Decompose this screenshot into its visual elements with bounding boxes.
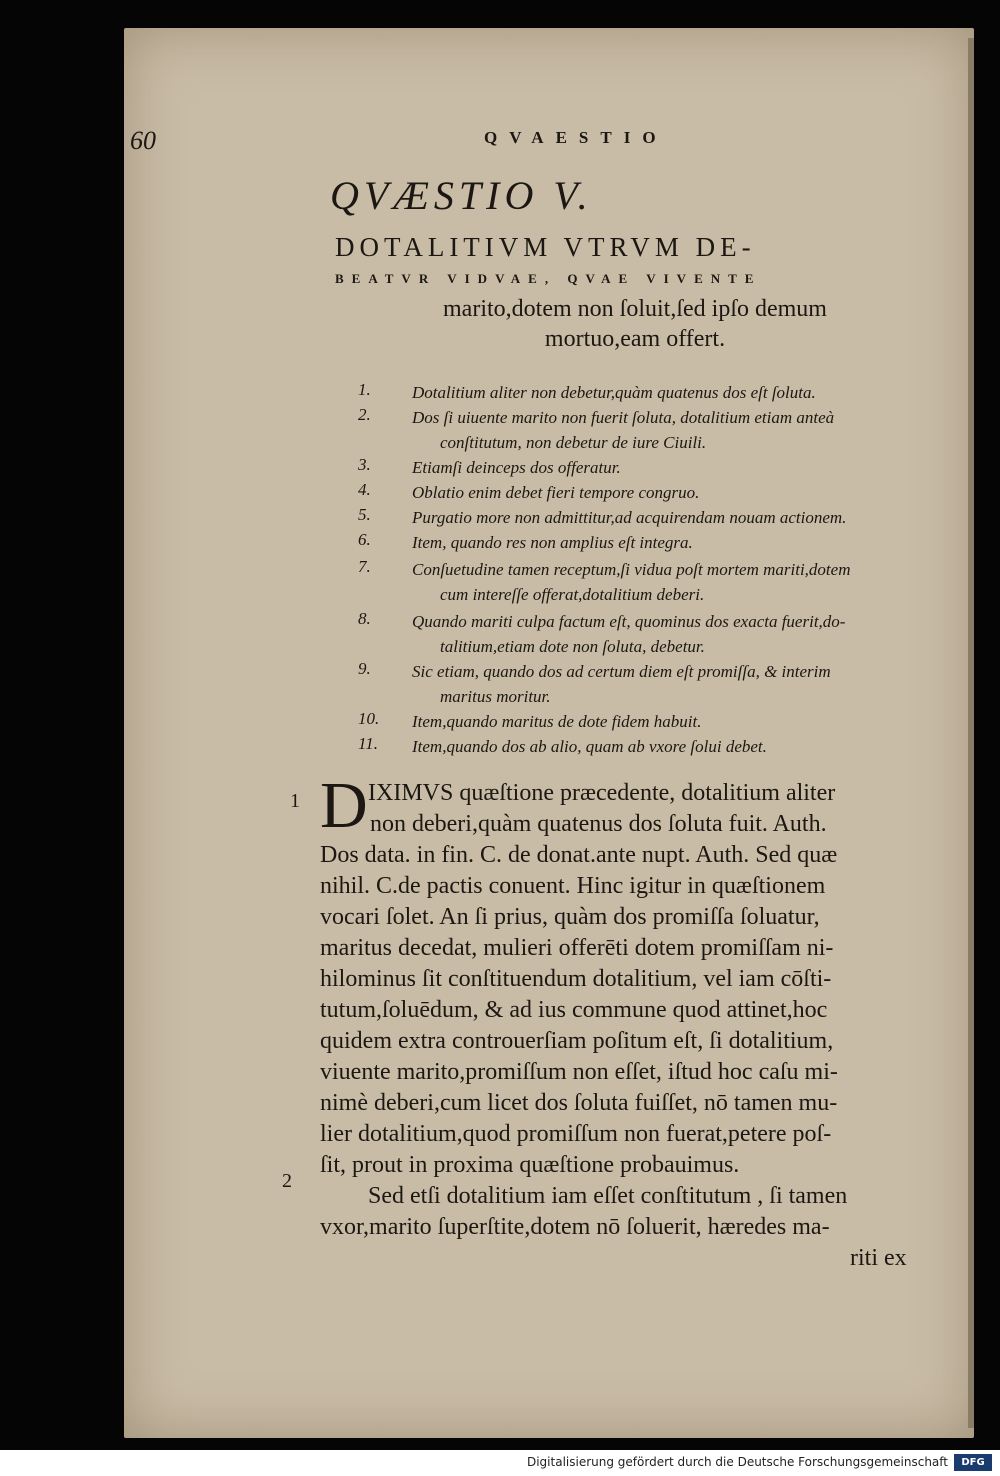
heading-line-1: DOTALITIVM VTRVM DE- bbox=[335, 232, 756, 262]
drop-cap: D bbox=[320, 769, 368, 842]
body-line: quidem extra controuerſiam poſitum eſt, ſi dotalitium, bbox=[320, 1028, 834, 1054]
summary-text: Item, quando res non amplius eſt integra. bbox=[412, 533, 693, 552]
summary-text: Dos ſi uiuente marito non fuerit ſoluta, dotalitium etiam anteà conſtitutum, non debetur de iure Ciuili. bbox=[412, 408, 835, 452]
summary-number: 5. bbox=[358, 505, 371, 524]
body-line: Sed etſi dotalitium iam eſſet conſtitutum , ſi tamen bbox=[368, 1183, 848, 1209]
body-line: maritus decedat, mulieri offerēti dotem promiſſam ni- bbox=[320, 935, 834, 961]
heading-line-4: mortuo,eam offert. bbox=[544, 326, 726, 352]
body-line: Dos data. in fin. C. de donat.ante nupt. Auth. Sed quæ bbox=[320, 842, 838, 868]
body-line: IXIMVS quæſtione præcedente, dotalitium aliter bbox=[368, 780, 836, 806]
summary-text: Quando mariti culpa factum eſt, quominus dos exacta fuerit,do- talitium,etiam dote non ſoluta, debetur. bbox=[412, 612, 846, 656]
body-line: lier dotalitium,quod promiſſum non fuerat,petere poſ- bbox=[320, 1121, 832, 1147]
running-head: QVAESTIO bbox=[484, 128, 668, 147]
body-line: vocari ſolet. An ſi prius, quàm dos promiſſa ſoluatur, bbox=[320, 904, 820, 930]
summary-text: Sic etiam, quando dos ad certum diem eſt promiſſa, & interim maritus moritur. bbox=[412, 662, 831, 706]
summary-text: Purgatio more non admittitur,ad acquirendam nouam actionem. bbox=[412, 508, 847, 527]
summary-text: Dotalitium aliter non debetur,quàm quatenus dos eſt ſoluta. bbox=[412, 383, 816, 402]
summary-number: 8. bbox=[358, 609, 371, 628]
summary-text: Item,quando maritus de dote fidem habuit. bbox=[412, 712, 702, 731]
summary-text: Etiamſi deinceps dos offeratur. bbox=[412, 458, 621, 477]
summary-text: Item,quando dos ab alio, quam ab vxore ſolui debet. bbox=[412, 737, 767, 756]
summary-number: 1. bbox=[358, 380, 371, 399]
footer-bar bbox=[0, 1450, 1000, 1476]
summary-number: 3. bbox=[358, 455, 371, 474]
margin-number: 1 bbox=[290, 790, 300, 812]
body-line: ſit, prout in proxima quæſtione probauimus. bbox=[320, 1152, 740, 1178]
summary-number: 11. bbox=[358, 734, 378, 753]
summary-text: Oblatio enim debet fieri tempore congruo. bbox=[412, 483, 700, 502]
summary-number: 2. bbox=[358, 405, 371, 424]
summary-number: 7. bbox=[358, 557, 371, 576]
summary-number: 4. bbox=[358, 480, 371, 499]
margin-number: 2 bbox=[282, 1170, 292, 1192]
body-line: viuente marito,promiſſum non eſſet, iſtud hoc caſu mi- bbox=[320, 1059, 838, 1085]
dfg-logo: DFG bbox=[954, 1454, 992, 1471]
funding-note: Digitalisierung gefördert durch die Deutsche Forschungsgemeinschaft bbox=[526, 1455, 948, 1469]
body-line: hilominus ſit conſtituendum dotalitium, vel iam cōſti- bbox=[320, 966, 832, 992]
chapter-title: QVÆSTIO V. bbox=[330, 173, 593, 218]
body-line: nihil. C.de pactis conuent. Hinc igitur in quæſtionem bbox=[320, 873, 826, 899]
summary-number: 10. bbox=[358, 709, 380, 728]
body-line: vxor,marito ſuperſtite,dotem nō ſoluerit, hæredes ma- bbox=[320, 1214, 830, 1240]
summary-number: 6. bbox=[358, 530, 371, 549]
page-number: 60 bbox=[130, 126, 156, 155]
catchword: riti ex bbox=[850, 1245, 907, 1271]
summary-number: 9. bbox=[358, 659, 371, 678]
heading-line-3: marito,dotem non ſoluit,ſed ipſo demum bbox=[443, 296, 827, 322]
body-line: tutum,ſoluēdum, & ad ius commune quod attinet,hoc bbox=[320, 997, 828, 1023]
body-line: non deberi,quàm quatenus dos ſoluta fuit. Auth. bbox=[370, 811, 827, 837]
heading-line-2: BEATVR VIDVAE, QVAE VIVENTE bbox=[335, 271, 762, 286]
summary-text: Conſuetudine tamen receptum,ſi vidua poſt mortem mariti,dotem cum intereſſe offerat,dotalitium deberi. bbox=[412, 560, 851, 604]
body-line: nimè deberi,cum licet dos ſoluta fuiſſet, nō tamen mu- bbox=[320, 1090, 838, 1116]
